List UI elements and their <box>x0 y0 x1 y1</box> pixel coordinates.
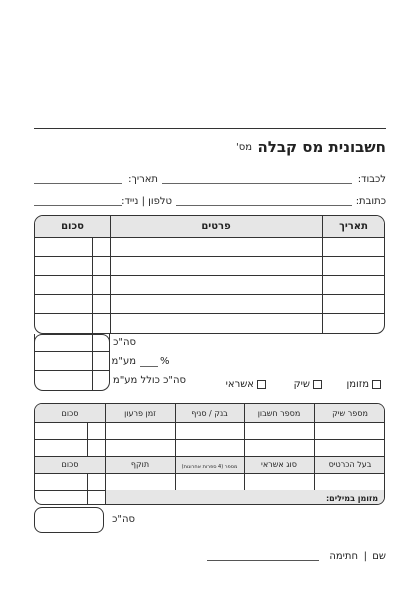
column-date: תאריך <box>339 221 368 232</box>
address-field-line[interactable] <box>176 205 352 206</box>
signature-name-label: שם <box>372 551 386 562</box>
signature-separator: | <box>363 551 367 562</box>
column-expiry: תוקף <box>130 460 150 469</box>
cash-in-words-label: מזומן במילים: <box>325 494 378 503</box>
column-cheque-amount: סכום <box>61 409 79 418</box>
top-divider <box>34 128 386 129</box>
totals-box-top-corner <box>34 334 110 342</box>
column-card-number: מספר (4 ספרות אחרונות) <box>181 464 238 470</box>
to-field-line[interactable] <box>162 183 352 184</box>
date-field-line[interactable] <box>34 183 122 184</box>
signature-label: חתימה <box>329 551 358 562</box>
checkbox-cheque[interactable] <box>313 380 322 389</box>
signature-line[interactable] <box>207 560 319 561</box>
column-due-date: זמן פרעון <box>124 409 156 418</box>
address-label: כתובת: <box>355 196 386 207</box>
vat-label: מע"מ <box>111 356 136 367</box>
items-table <box>34 215 385 334</box>
totals-box <box>34 334 110 391</box>
final-total-box[interactable] <box>34 507 104 533</box>
phone-label: טלפון | נייד: <box>121 196 172 207</box>
vat-percent-sign: % <box>160 356 170 367</box>
payment-cheque-label: שיק <box>293 379 310 390</box>
date-label: תאריך: <box>128 174 158 185</box>
column-cheque-number: מספר שיק <box>332 409 368 418</box>
vat-percent-line[interactable] <box>140 366 158 367</box>
checkbox-cash[interactable] <box>372 380 381 389</box>
final-total-label: סה"כ <box>112 514 135 525</box>
column-credit-amount: סכום <box>61 460 79 469</box>
subtotal-label: סה"כ <box>113 337 136 348</box>
column-card-holder: בעל הכרטיס <box>328 460 372 469</box>
payment-credit-label: אשראי <box>225 379 254 390</box>
document-number-label: מס' <box>235 142 252 153</box>
column-credit-type: סוג אשראי <box>261 460 297 469</box>
document-title: חשבונית מס קבלה <box>257 138 386 156</box>
column-amount: סכום <box>61 221 84 232</box>
column-details: פרטים <box>201 221 231 232</box>
column-bank-branch: בנק / סניף <box>191 409 228 418</box>
total-incl-vat-label: סה"כ כולל מע"מ <box>112 375 186 386</box>
payment-cash-label: מזומן <box>346 379 369 390</box>
payments-table <box>34 403 385 505</box>
to-label: לכבוד: <box>357 174 386 185</box>
checkbox-credit[interactable] <box>257 380 266 389</box>
phone-field-line[interactable] <box>34 205 122 206</box>
column-account-number: מספר חשבון <box>257 409 301 418</box>
